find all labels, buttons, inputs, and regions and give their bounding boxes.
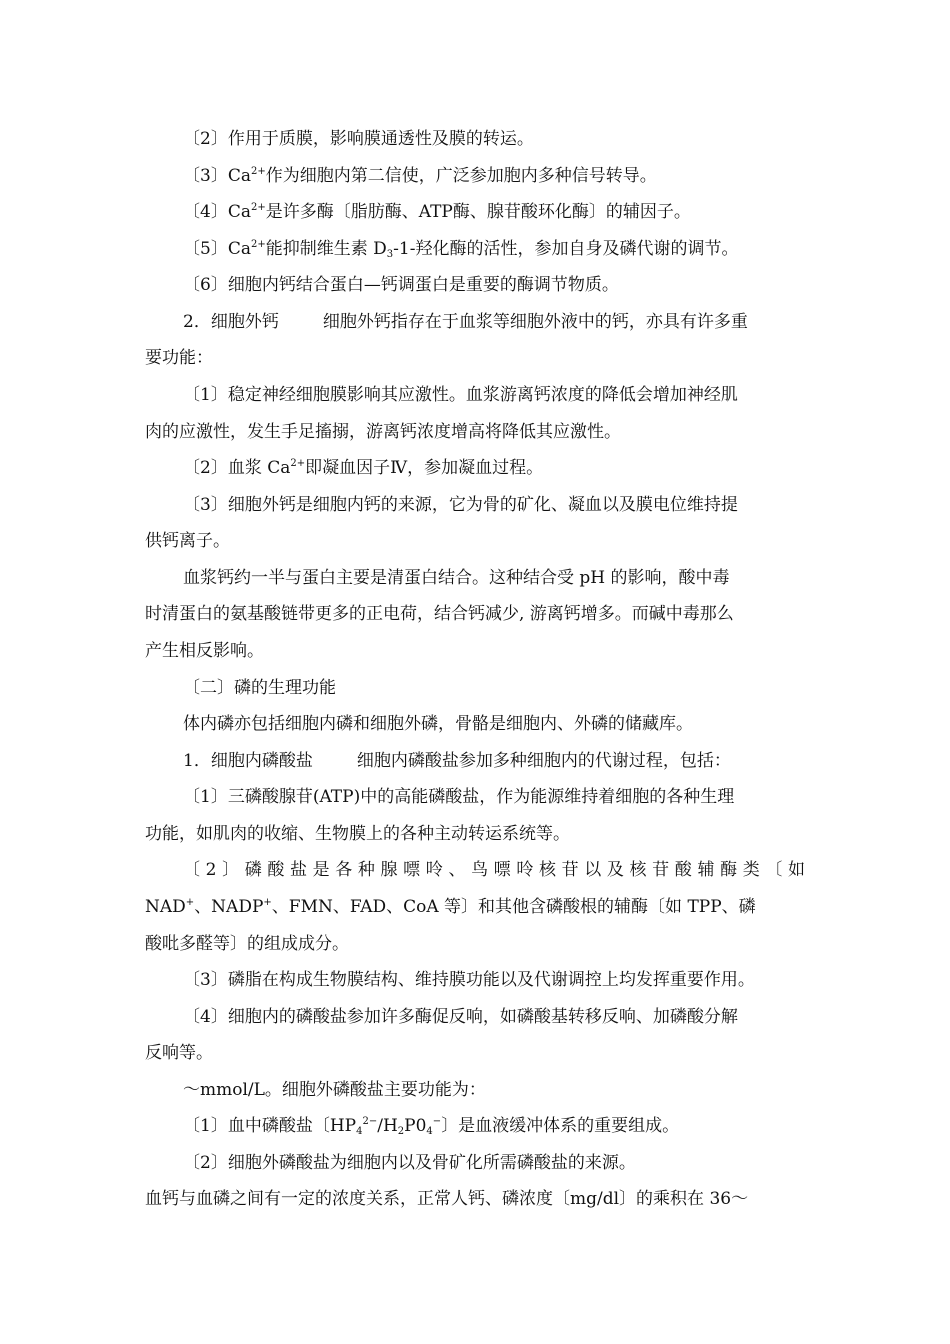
paragraph-line: 体内磷亦包括细胞内磷和细胞外磷，骨骼是细胞内、外磷的储藏库。 xyxy=(183,714,693,734)
section-heading-line: 1．细胞内磷酸盐 细胞内磷酸盐参加多种细胞内的代谢过程，包括： xyxy=(183,751,731,771)
paragraph-line: 供钙离子。 xyxy=(145,531,230,551)
paragraph-line: 要功能： xyxy=(145,348,213,368)
paragraph-line: 肉的应激性，发生手足搐搦，游离钙浓度增高将降低其应激性。 xyxy=(145,422,621,442)
paragraph-line: 〔2〕作用于质膜，影响膜通透性及膜的转运。 xyxy=(183,129,534,149)
paragraph-line: ～mmol/L。细胞外磷酸盐主要功能为： xyxy=(183,1080,486,1100)
paragraph-line: 〔5〕$Ca^{2+}$能抑制维生素 $D_3-1-$羟化酶的活性，参加自身及磷代谢的调节。 xyxy=(183,239,739,260)
paragraph-line: 产生相反影响。 xyxy=(145,641,264,661)
paragraph-line: 〔1〕三磷酸腺苷(ATP)中的高能磷酸盐，作为能源维持着细胞的各种生理 xyxy=(183,787,735,807)
paragraph-line: 〔6〕细胞内钙结合蛋白—钙调蛋白是重要的酶调节物质。 xyxy=(183,275,619,295)
paragraph-line: 〔4〕细胞内的磷酸盐参加许多酶促反响，如磷酸基转移反响、加磷酸分解 xyxy=(183,1007,738,1027)
paragraph-line: 〔3〕$Ca^{2+}$作为细胞内第二信使，广泛参加胞内多种信号转导。 xyxy=(183,166,657,186)
paragraph-line: 时清蛋白的氨基酸链带更多的正电荷，结合钙减少, 游离钙增多。而碱中毒那么 xyxy=(145,604,734,624)
section-heading-line: 2．细胞外钙 细胞外钙指存在于血浆等细胞外液中的钙，亦具有许多重 xyxy=(183,312,748,332)
paragraph-line: 功能，如肌肉的收缩、生物膜上的各种主动转运系统等。 xyxy=(145,824,570,844)
paragraph-line: 〔2〕磷酸盐是各种腺嘌呤、鸟嘌呤核苷以及核苷酸辅酶类〔如 xyxy=(183,860,805,880)
section-heading-line: 〔二〕磷的生理功能 xyxy=(183,678,336,698)
paragraph-line: 反响等。 xyxy=(145,1043,213,1063)
paragraph-line: 血钙与血磷之间有一定的浓度关系，正常人钙、磷浓度〔mg/dl〕的乘积在 36～ xyxy=(145,1189,749,1209)
paragraph-line: 〔2〕细胞外磷酸盐为细胞内以及骨矿化所需磷酸盐的来源。 xyxy=(183,1153,636,1173)
paragraph-line: 〔3〕细胞外钙是细胞内钙的来源，它为骨的矿化、凝血以及膜电位维持提 xyxy=(183,495,738,515)
paragraph-line: 酸吡多醛等〕的组成成分。 xyxy=(145,934,349,954)
paragraph-line: NAD+、NADP+、FMN、FAD、CoA 等〕和其他含磷酸根的辅酶〔如 TPP、磷 xyxy=(145,897,756,917)
paragraph-line: 〔2〕血浆 $Ca^{2+}$即凝血因子Ⅳ，参加凝血过程。 xyxy=(183,458,544,478)
paragraph-line: 血浆钙约一半与蛋白主要是清蛋白结合。这种结合受 pH 的影响，酸中毒 xyxy=(183,568,730,588)
paragraph-line: 〔3〕磷脂在构成生物膜结构、维持膜功能以及代谢调控上均发挥重要作用。 xyxy=(183,970,755,990)
paragraph-line: 〔1〕稳定神经细胞膜影响其应激性。血浆游离钙浓度的降低会增加神经肌 xyxy=(183,385,738,405)
paragraph-line: 〔1〕血中磷酸盐〔$HP_4^{2-}/H_2P0_4^-$〕是血液缓冲体系的重要组成。 xyxy=(183,1116,680,1137)
paragraph-line: 〔4〕$Ca^{2+}$是许多酶〔脂肪酶、ATP酶、腺苷酸环化酶〕的辅因子。 xyxy=(183,202,691,222)
